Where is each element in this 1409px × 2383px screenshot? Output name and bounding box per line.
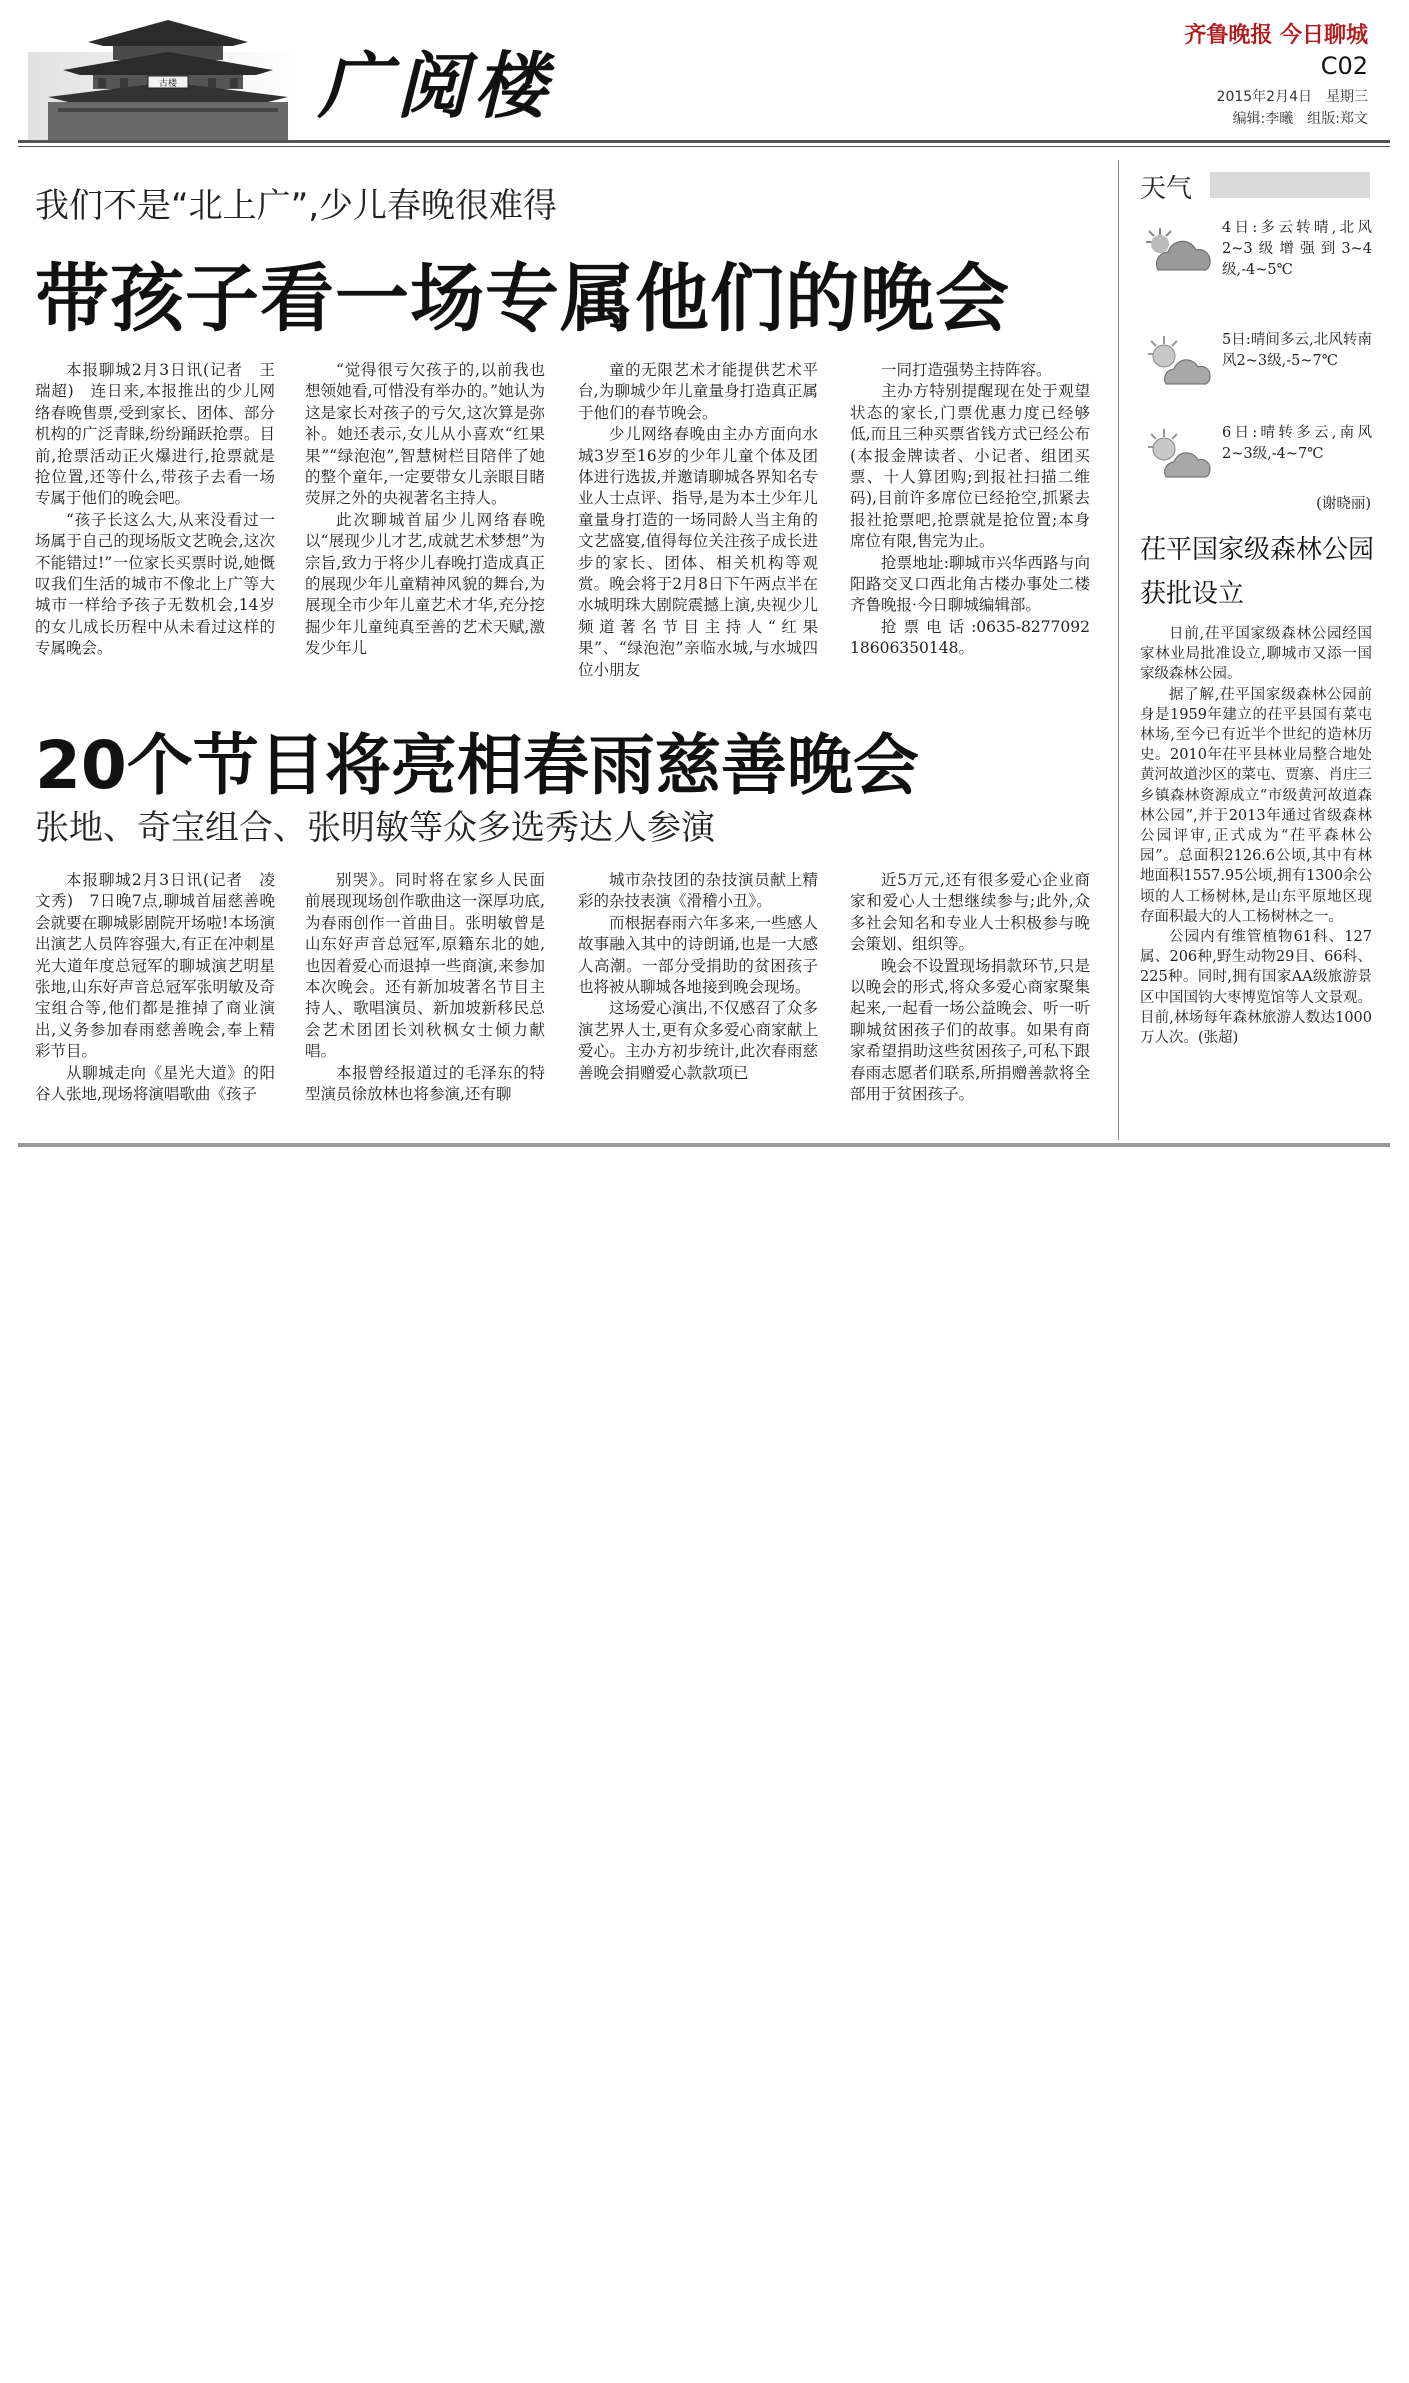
article2-headline: 20个节目将亮相春雨慈善晚会 <box>35 727 919 804</box>
forecast-day <box>1140 330 1375 405</box>
paragraph: 近5万元,还有很多爱心企业商家和爱心人士想继续参与;此外,众多社会知名和专业人士积极参与晚会策划、组织等。 <box>850 871 1090 954</box>
weather-title: 天气 <box>1140 174 1193 204</box>
paragraph: 城市杂技团的杂技演员献上精彩的杂技表演《滑稽小丑》。 <box>578 871 818 911</box>
forecast-text: 6日:晴转多云,南风2~3级,-4~7℃ <box>1222 425 1372 462</box>
forecast-day <box>1140 423 1375 498</box>
sun-cloud-icon <box>1140 427 1220 487</box>
forecast-day <box>1140 218 1375 293</box>
forecast-text: 5日:晴间多云,北风转南风2~3级,-5~7℃ <box>1222 332 1372 369</box>
cloudy-sun-icon <box>1140 222 1220 282</box>
article1-column <box>305 360 545 680</box>
tower-illustration <box>28 12 308 142</box>
paragraph: 据了解,茌平国家级森林公园前身是1959年建立的茌平县国有菜屯林场,至今已有近半个世纪的造林历史。2010年茌平县林业局整合地处黄河故道沙区的菜屯、贾寨、肖庄三乡镇森林资源成立“市级黄河故道森林公园”,并于2013年通过省级森林公园评审,正式成为“茌平森林公园”。总面积2126.6公顷,其中有林地面积1557.95公顷,拥有1300余公顷的人工杨树林,是山东平原地区现存面积最大的人工杨树林之一。 <box>1140 686 1372 925</box>
paper-name: 齐鲁晚报 今日聊城 <box>1184 22 1368 48</box>
article1-headline: 带孩子看一场专属他们的晚会 <box>35 256 1010 342</box>
column-separator <box>1118 160 1119 1140</box>
weather-title-bar <box>1210 172 1370 198</box>
paragraph: “觉得很亏欠孩子的,以前我也想领她看,可惜没有举办的。”她认为这是家长对孩子的亏欠,这次算是弥补。她还表示,女儿从小喜欢“红果果”“绿泡泡”,智慧树栏目陪伴了她的整个童年,一定要带女儿亲眼目睹荧屏之外的央视著名主持人。 <box>305 361 545 508</box>
sidebar-article <box>1140 624 1372 1048</box>
issue-date: 2015年2月4日 星期三 <box>1216 89 1368 105</box>
paragraph: 而根据春雨六年多来,一些感人故事融入其中的诗朗诵,也是一大感人高潮。一部分受捐助的贫困孩子也将被从聊城各地接到晚会现场。 <box>578 913 818 997</box>
editor-credits: 编辑:李曦 组版:郑文 <box>1232 111 1368 127</box>
paragraph: “孩子长这么大,从来没看过一场属于自己的现场版文艺晚会,这次不能错过!”一位家长买票时说,她慨叹我们生活的城市不像北上广等大城市一样给予孩子无数机会,14岁的女儿成长历程中从未看过这样的专属晚会。 <box>35 510 275 658</box>
paragraph: 少儿网络春晚由主办方面向水城3岁至16岁的少年儿童个体及团体进行选拔,并邀请聊城各界知名专业人士点评、指导,是为本土少年儿童量身打造的一场同龄人当主角的文艺盛宴,值得每位关注孩子成长进步的家长、团体、相关机构等观赏。晚会将于2月8日下午两点半在水城明珠大剧院震撼上演,央视少儿频道著名节目主持人“红果果”、“绿泡泡”亲临水城,与水城四位小朋友 <box>578 425 818 679</box>
paragraph: 本报曾经报道过的毛泽东的特型演员徐放林也将参演,还有聊 <box>305 1063 545 1104</box>
paragraph: 主办方特别提醒现在处于观望状态的家长,门票优惠力度已经够低,而且三种买票省钱方式已经公布(本报金牌读者、小记者、组团买票、十人算团购;到报社扫描二维码),目前许多席位已经抢空,抓紧去报社抢票吧,抢票就是抢位置;本身席位有限,售完为止。 <box>850 382 1090 551</box>
bottom-rule <box>18 1143 1390 1147</box>
article2-column <box>578 870 818 1110</box>
paragraph: 公园内有维管植物61科、127属、206种,野生动物29目、66科、225种。同时,拥有国家AA级旅游景区中国国钧大枣博览馆等人文景观。目前,林场每年森林旅游人数达1000万人次。(张超) <box>1140 929 1372 1047</box>
paragraph: 抢票地址:聊城市兴华西路与向阳路交叉口西北角古楼办事处二楼齐鲁晚报·今日聊城编辑部。 <box>850 553 1090 615</box>
paragraph: 本报聊城2月3日讯(记者 凌文秀) 7日晚7点,聊城首届慈善晚会就要在聊城影剧院开场啦!本场演出演艺人员阵容强大,有正在冲刺星光大道年度总冠军的聊城演艺明星张地,山东好声音总冠军张明敏及奇宝组合等,他们都是推掉了商业演出,义务参加春雨慈善晚会,奉上精彩节目。 <box>35 871 275 1061</box>
page-number: C02 <box>1320 52 1368 80</box>
masthead-rule-thin <box>18 146 1390 147</box>
paragraph: 日前,茌平国家级森林公园经国家林业局批准设立,聊城市又添一国家级森林公园。 <box>1140 626 1372 683</box>
section-title: 广阅楼 <box>318 43 553 128</box>
article1-column <box>35 360 275 680</box>
article2-column <box>35 870 275 1110</box>
forecast-text: 4日:多云转晴,北风2~3级增强到3~4级,-4~5℃ <box>1222 220 1372 278</box>
weather-credit: (谢晓丽) <box>1316 496 1371 512</box>
masthead-rule <box>18 140 1390 143</box>
article1-kicker: 我们不是“北上广”,少儿春晚很难得 <box>35 186 558 226</box>
article2-column <box>305 870 545 1110</box>
article1-column <box>578 360 818 680</box>
masthead <box>18 10 1390 145</box>
sun-cloud-icon <box>1140 334 1220 394</box>
paragraph: 从聊城走向《星光大道》的阳谷人张地,现场将演唱歌曲《孩子 <box>35 1063 275 1104</box>
paragraph: 这场爱心演出,不仅感召了众多演艺界人士,更有众多爱心商家献上爱心。主办方初步统计,此次春雨慈善晚会捐赠爱心款款项已 <box>578 999 818 1082</box>
paragraph: 童的无限艺术才能提供艺术平台,为聊城少年儿童量身打造真正属于他们的春节晚会。 <box>578 361 818 422</box>
paragraph: 一同打造强势主持阵容。 <box>881 361 1052 379</box>
sidebar-headline: 茌平国家级森林公园获批设立 <box>1140 535 1375 609</box>
paragraph: 晚会不设置现场捐款环节,只是以晚会的形式,将众多爱心商家聚集起来,一起看一场公益晚会、听一听聊城贫困孩子们的故事。如果有商家希望捐助这些贫困孩子,可私下跟春雨志愿者们联系,所捐赠善款将全部用于贫困孩子。 <box>850 956 1090 1104</box>
tower-sign: 古楼 <box>158 79 178 89</box>
article1-column <box>850 360 1106 680</box>
article2-subhead: 张地、奇宝组合、张明敏等众多选秀达人参演 <box>35 808 715 848</box>
article2-column <box>850 870 1090 1110</box>
paragraph: 此次聊城首届少儿网络春晚以“展现少儿才艺,成就艺术梦想”为宗旨,致力于将少儿春晚打造成真正的展现少年儿童精神风貌的舞台,为展现全市少年儿童艺术才华,充分挖掘少年儿童纯真至善的艺术天赋,激发少年儿 <box>305 510 545 658</box>
paragraph: 别哭》。同时将在家乡人民面前展现现场创作歌曲这一深厚功底,为春雨创作一首曲目。张明敏曾是山东好声音总冠军,原籍东北的她,也因着爱心而退掉一些商演,来参加本次晚会。还有新加坡著名节目主持人、歌唱演员、新加坡新移民总会艺术团团长刘秋枫女士倾力献唱。 <box>305 871 545 1061</box>
paragraph: 本报聊城2月3日讯(记者 王瑞超) 连日来,本报推出的少儿网络春晚售票,受到家长、团体、部分机构的广泛青睐,纷纷踊跃抢票。目前,抢票活动正火爆进行,抢票就是抢位置,还等什么,带孩子去看一场专属于他们的晚会吧。 <box>35 361 275 508</box>
contact-phone: 抢票电话:0635-8277092 18606350148。 <box>850 617 1106 658</box>
